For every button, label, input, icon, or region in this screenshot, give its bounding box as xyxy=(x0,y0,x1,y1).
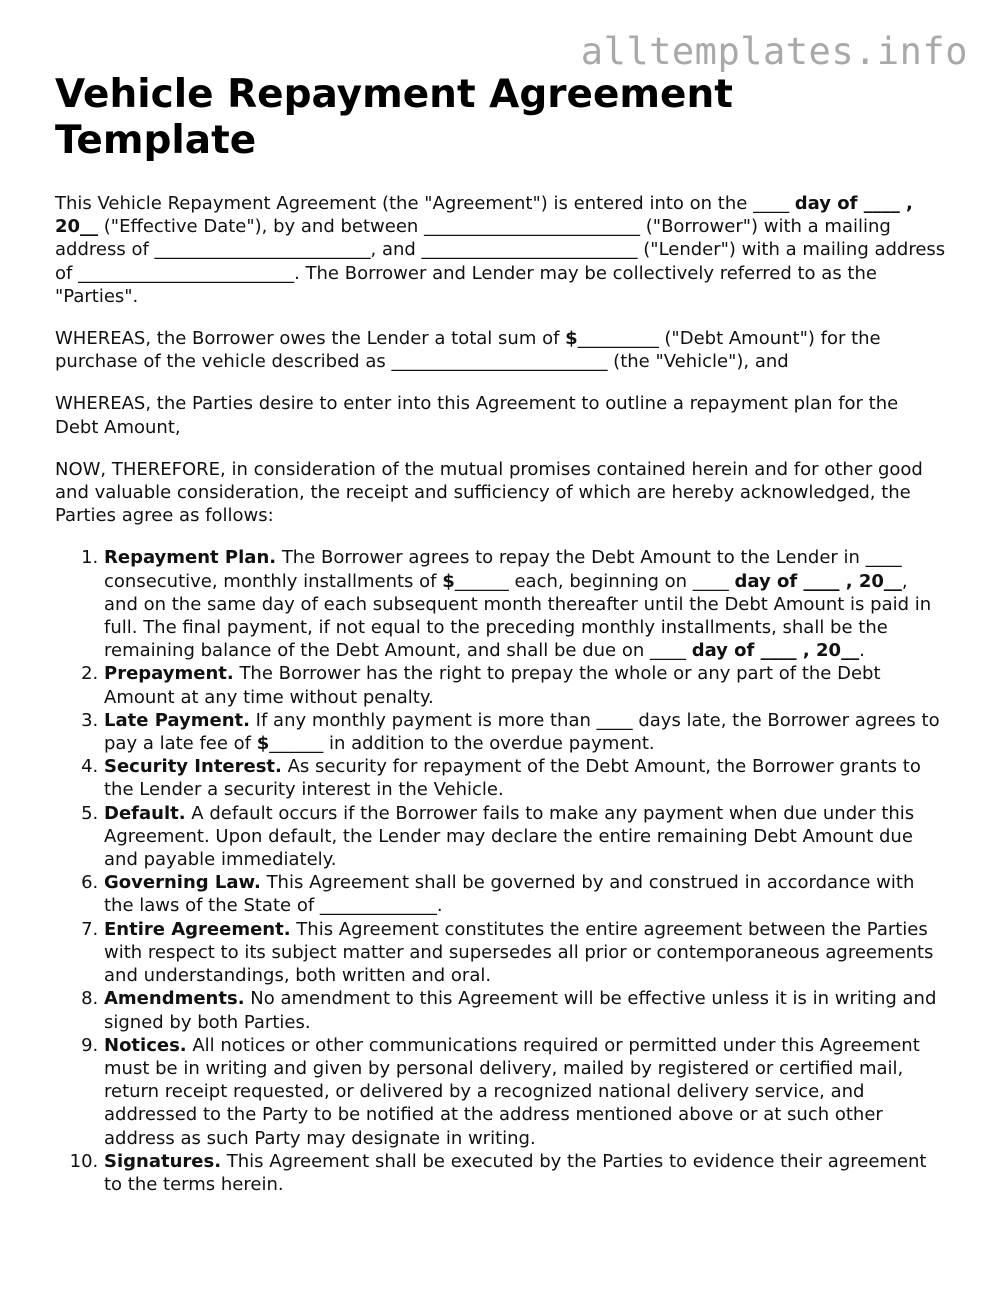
intro-paragraph: This Vehicle Repayment Agreement (the "Agreement") is entered into on the ____ day of ____ , 20__ ("Effective Date"), by and between ________________________ ("Borrower") with a mailing address of ________________________, and ________________________ ("Lender") with a mailing address of ________________________. The Borrower and Lender may be collectively referred to as the "Parties". xyxy=(55,193,946,307)
watermark: alltemplates.info xyxy=(580,30,968,73)
clause-amendments: 8. Amendments. No amendment to this Agreement will be effective unless it is in writing and signed by both Parties. xyxy=(104,987,947,1033)
clause-late-payment: 3. Late Payment. If any monthly payment is more than ____ days late, the Borrower agrees to pay a late fee of $______ in addition to the overdue payment. xyxy=(104,709,947,755)
clause-list xyxy=(55,546,947,1196)
document-page xyxy=(55,72,947,1196)
clause-notices: 9. Notices. All notices or other communications required or permitted under this Agreement must be in writing and given by personal delivery, mailed by registered or certified mail, return receipt requested, or delivered by a recognized national delivery service, and addressed to the Party to be notified at the address mentioned above or at such other address as such Party may designate in writing. xyxy=(104,1034,947,1150)
document-title: Vehicle Repayment Agreement Template xyxy=(55,72,733,163)
clause-repayment-plan: 1. Repayment Plan. The Borrower agrees to repay the Debt Amount to the Lender in ____ consecutive, monthly installments of $______ each, beginning on ____ day of ____ , 20__, and on the same day of each subsequent month thereafter until the Debt Amount is paid in full. The final payment, if not equal to the preceding monthly installments, shall be the remaining balance of the Debt Amount, and shall be due on ____ day of ____ , 20__. xyxy=(104,546,947,662)
whereas-debt-paragraph: WHEREAS, the Borrower owes the Lender a total sum of $_________ ("Debt Amount") for the purchase of the vehicle described as ________________________ (the "Vehicle"), and xyxy=(55,328,881,373)
now-therefore-paragraph: NOW, THEREFORE, in consideration of the mutual promises contained herein and for other good and valuable consideration, the receipt and sufficiency of which are hereby acknowledged, the Parties agree as follows: xyxy=(55,458,923,527)
clause-entire-agreement: 7. Entire Agreement. This Agreement constitutes the entire agreement between the Parties with respect to its subject matter and supersedes all prior or contemporaneous agreements and understandings, both written and oral. xyxy=(104,918,947,988)
clause-governing-law: 6. Governing Law. This Agreement shall be governed by and construed in accordance with the laws of the State of _____________. xyxy=(104,871,947,917)
whereas-repayment-paragraph: WHEREAS, the Parties desire to enter into this Agreement to outline a repayment plan for the Debt Amount, xyxy=(55,393,899,438)
clause-security-interest: 4. Security Interest. As security for repayment of the Debt Amount, the Borrower grants to the Lender a security interest in the Vehicle. xyxy=(104,755,947,801)
clause-default: 5. Default. A default occurs if the Borrower fails to make any payment when due under this Agreement. Upon default, the Lender may declare the entire remaining Debt Amount due and payable immediately. xyxy=(104,802,947,872)
clause-prepayment: 2. Prepayment. The Borrower has the right to prepay the whole or any part of the Debt Amount at any time without penalty. xyxy=(104,662,947,708)
clause-signatures: 10. Signatures. This Agreement shall be executed by the Parties to evidence their agreement to the terms herein. xyxy=(104,1150,947,1196)
